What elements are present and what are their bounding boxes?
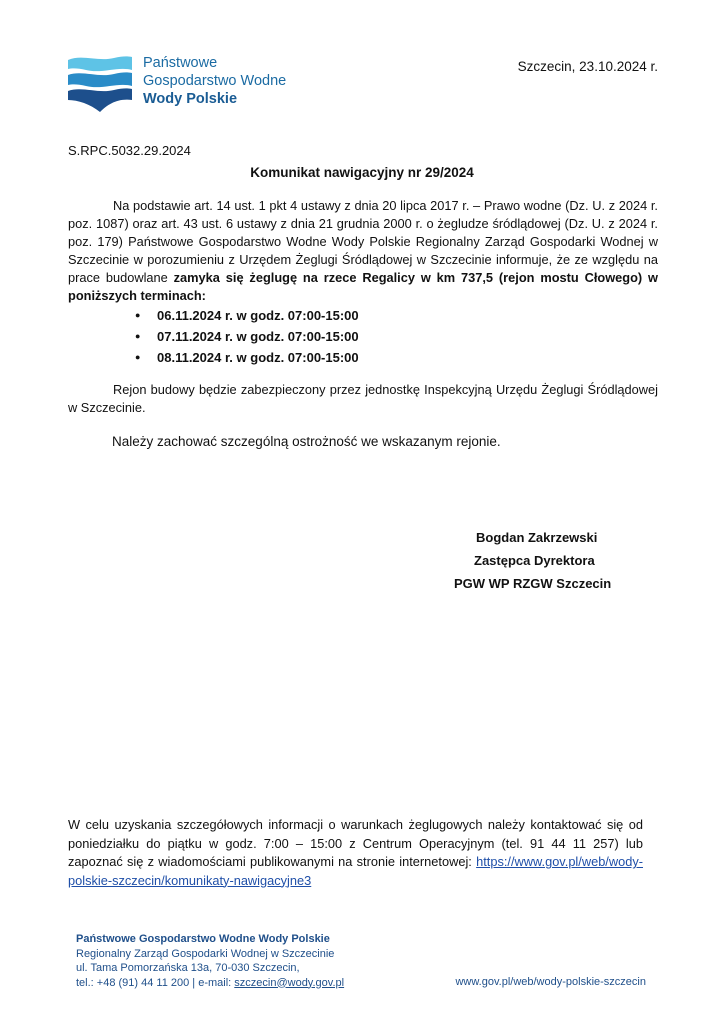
logo bbox=[68, 52, 288, 116]
security-paragraph bbox=[68, 381, 658, 417]
list-item: ● 06.11.2024 r. w godz. 07:00-15:00 bbox=[135, 305, 359, 326]
logo-line-3: Wody Polskie bbox=[143, 91, 238, 107]
paragraph-1-text: Na podstawie art. 14 ust. 1 pkt 4 ustawy z dnia 20 lipca 2017 r. – Prawo wodne (Dz. U. z 2024 r. poz. 1087) oraz art. 43 ust. 6 ustawy z dnia 21 grudnia 2000 r. o żegludze śródlądowej (Dz. U. z 2024 r. poz. 179) Państwowe Gospodarstwo Wodne Wody Polskie Regionalny Zarząd Gospodarki Wodnej w Szczecinie w porozumieniu z Urzędem Żeglugi Śródlądowej w Szczecinie informuje, że ze względu na prace budowlane bbox=[68, 198, 658, 285]
signature-role: Zastępca Dyrektora bbox=[474, 553, 595, 568]
signature-name: Bogdan Zakrzewski bbox=[476, 530, 598, 545]
main-paragraph bbox=[68, 197, 658, 305]
document-date: Szczecin, 23.10.2024 r. bbox=[517, 59, 658, 74]
logo-line-1: Państwowe bbox=[143, 55, 218, 71]
list-item: ● 08.11.2024 r. w godz. 07:00-15:00 bbox=[135, 347, 359, 368]
closure-dates-list bbox=[135, 305, 359, 368]
footer-website[interactable]: www.gov.pl/web/wody-polskie-szczecin bbox=[455, 976, 646, 988]
document-title: Komunikat nawigacyjny nr 29/2024 bbox=[250, 165, 474, 180]
communications-link[interactable]: https://www.gov.pl/web/wody-polskie-szczecin/komunikaty-nawigacyjne3 bbox=[68, 854, 643, 888]
footer-line-3: ul. Tama Pomorzańska 13a, 70-030 Szczecin, bbox=[76, 962, 300, 974]
logo-line-2: Gospodarstwo Wodne bbox=[143, 73, 287, 89]
footer-address bbox=[76, 932, 344, 990]
footer-email-link[interactable]: szczecin@wody.gov.pl bbox=[234, 976, 345, 989]
contact-paragraph bbox=[68, 816, 643, 890]
footer-line-4 bbox=[76, 976, 344, 991]
wody-polskie-logo-icon bbox=[68, 54, 132, 112]
paragraph-2: Rejon budowy będzie zabezpieczony przez jednostkę Inspekcyjną Urzędu Żeglugi Śródlądowej w Szczecinie. bbox=[68, 382, 658, 415]
list-item: ● 07.11.2024 r. w godz. 07:00-15:00 bbox=[135, 326, 359, 347]
reference-number: S.RPC.5032.29.2024 bbox=[68, 143, 191, 158]
paragraph-1-bold: zamyka się żeglugę na rzece Regalicy w km 737,5 (rejon mostu Cłowego) w poniższych terminach: bbox=[68, 270, 658, 303]
signature-org: PGW WP RZGW Szczecin bbox=[454, 576, 612, 591]
contact-text: W celu uzyskania szczegółowych informacji o warunkach żeglugowych należy kontaktować się od poniedziałku do piątku w godz. 7:00 – 15:00 z Centrum Operacyjnym (tel. 91 44 11 257) lub zapoznać się z wiadomościami publikowanymi na stronie internetowej: bbox=[68, 817, 643, 869]
caution-paragraph: Należy zachować szczególną ostrożność we wskazanym rejonie. bbox=[112, 434, 501, 449]
logo-wordmark bbox=[143, 54, 286, 108]
footer-line-2: Regionalny Zarząd Gospodarki Wodnej w Szczecinie bbox=[76, 947, 335, 960]
footer-phone: tel.: +48 (91) 44 11 200 | e-mail: bbox=[76, 976, 235, 989]
footer-line-1: Państwowe Gospodarstwo Wodne Wody Polskie bbox=[76, 933, 330, 945]
